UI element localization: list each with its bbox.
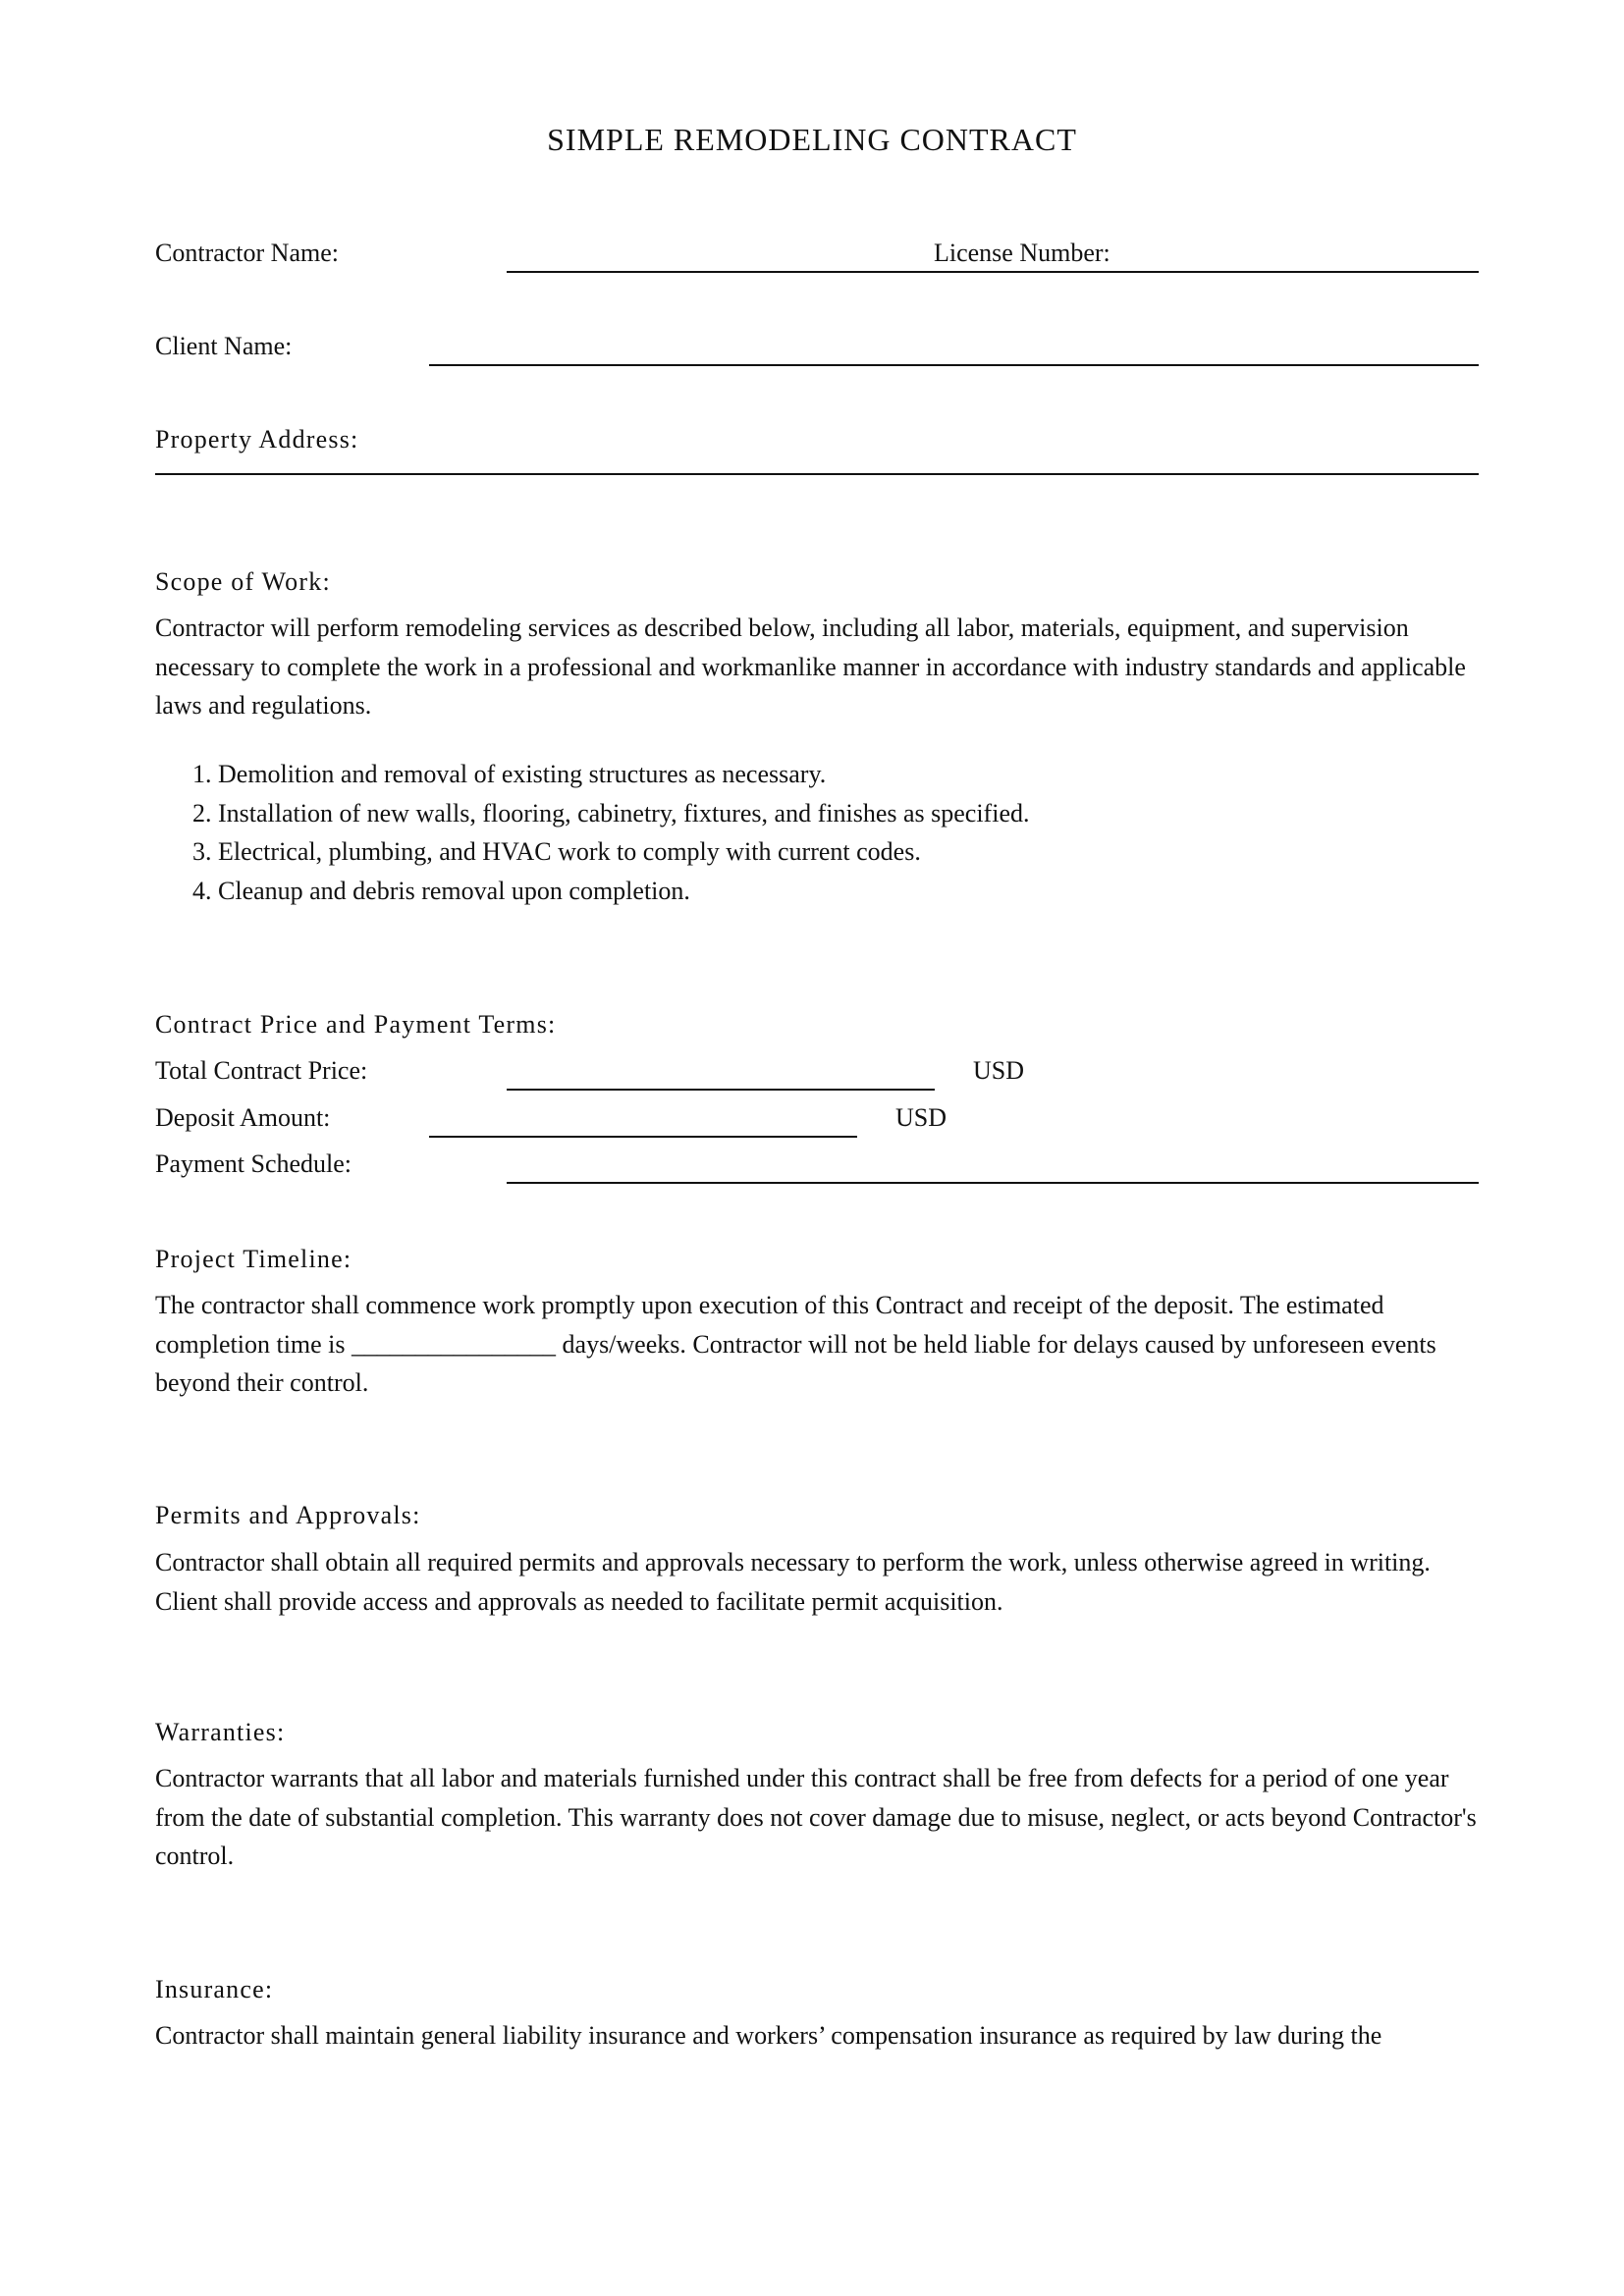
contractor-name-label: Contractor Name: <box>155 239 339 267</box>
timeline-heading: Project Timeline: <box>155 1245 352 1273</box>
deposit-amount-unit: USD <box>895 1103 947 1132</box>
deposit-amount-label: Deposit Amount: <box>155 1103 331 1132</box>
warranties-text: Contractor warrants that all labor and materials furnished under this contract shall be free from defects for a period of one year from the date of substantial completion. This warranty does not cover damage due to misuse, neglect, or acts beyond Contractor's control. <box>155 1764 1477 1870</box>
client-name-label: Client Name: <box>155 332 293 360</box>
insurance-text: Contractor shall maintain general liability insurance and workers’ compensation insurance as required by law during the <box>155 2021 1382 2050</box>
deposit-amount-field[interactable] <box>429 1136 857 1138</box>
total-price-unit: USD <box>973 1056 1025 1085</box>
payment-schedule-label: Payment Schedule: <box>155 1149 352 1178</box>
property-address-label: Property Address: <box>155 425 359 454</box>
scope-intro: Contractor will perform remodeling services as described below, including all labor, materials, equipment, and supervision necessary to complete the work in a professional and workmanlike manner in accordance with industry standards and applicable laws and regulations. <box>155 614 1466 720</box>
warranties-heading: Warranties: <box>155 1718 286 1746</box>
timeline-text: The contractor shall commence work promptly upon execution of this Contract and receipt of the deposit. The estimated completion time is ________________ days/weeks. Contractor will not be held liable for delays caused by unforeseen events beyond their control. <box>155 1291 1436 1397</box>
permits-heading: Permits and Approvals: <box>155 1501 421 1529</box>
license-number-label: License Number: <box>934 239 1110 270</box>
total-price-label: Total Contract Price: <box>155 1056 368 1085</box>
scope-heading: Scope of Work: <box>155 567 331 596</box>
total-price-field[interactable] <box>507 1089 935 1091</box>
contractor-name-field[interactable] <box>507 271 1479 273</box>
list-item: 1. Demolition and removal of existing structures as necessary. <box>192 760 827 788</box>
price-heading: Contract Price and Payment Terms: <box>155 1010 557 1039</box>
list-item: 3. Electrical, plumbing, and HVAC work to comply with current codes. <box>192 837 921 866</box>
list-item: 4. Cleanup and debris removal upon completion. <box>192 876 690 905</box>
client-name-field[interactable] <box>429 364 1479 366</box>
insurance-heading: Insurance: <box>155 1975 274 2003</box>
scope-list <box>192 755 1029 910</box>
permits-text: Contractor shall obtain all required permits and approvals necessary to perform the work, unless otherwise agreed in writing. Client shall provide access and approvals as needed to facilitate permit acquisition. <box>155 1548 1431 1616</box>
payment-schedule-field[interactable] <box>507 1182 1479 1184</box>
property-address-field[interactable] <box>155 473 1479 475</box>
document-title: SIMPLE REMODELING CONTRACT <box>547 122 1077 157</box>
list-item: 2. Installation of new walls, flooring, cabinetry, fixtures, and finishes as specified. <box>192 798 1030 828</box>
